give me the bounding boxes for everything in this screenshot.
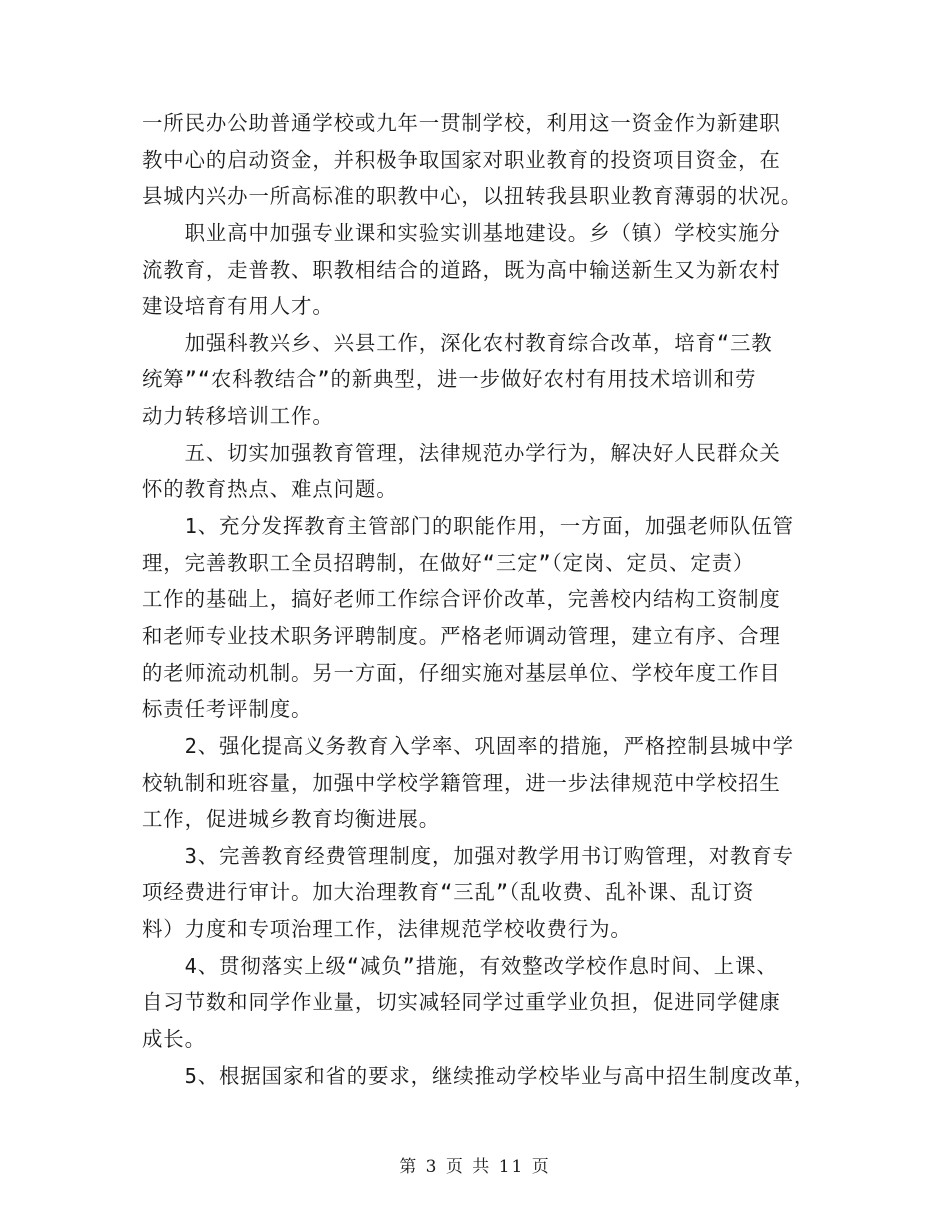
text-line: 1、充分发挥教育主管部门的职能作用，一方面，加强老师队伍管 (142, 514, 794, 539)
text-line: 自习节数和同学作业量，切实减轻同学过重学业负担，促进同学健康 (142, 990, 781, 1015)
text-line: 标责任考评制度。 (142, 697, 313, 722)
text-line: 和老师专业技术职务评聘制度。严格老师调动管理，建立有序、合理 (142, 623, 781, 648)
text-line: 教中心的启动资金，并积极争取国家对职业教育的投资项目资金，在 (142, 147, 781, 172)
text-line: 工作，促进城乡教育均衡进展。 (142, 807, 441, 832)
page-footer (0, 1152, 950, 1177)
text-line: 动力转移培训工作。 (142, 404, 334, 429)
text-line: 4、贯彻落实上级“减负”措施，有效整改学校作息时间、上课、 (142, 953, 778, 978)
text-line: 的老师流动机制。另一方面，仔细实施对基层单位、学校年度工作目 (142, 660, 781, 685)
text-line: 加强科教兴乡、兴县工作，深化农村教育综合改革，培育“三教 (142, 330, 773, 355)
page-number: 第 3 页 共 11 页 (399, 1157, 551, 1177)
text-line: 成长。 (142, 1027, 206, 1052)
text-line: 理，完善教职工全员招聘制，在做好“三定”（定岗、定员、定责） (142, 550, 755, 575)
text-line: 3、完善教育经费管理制度，加强对教学用书订购管理，对教育专 (142, 843, 794, 868)
text-line: 5、根据国家和省的要求，继续推动学校毕业与高中招生制度改革， (142, 1063, 816, 1088)
body-text (142, 105, 822, 1094)
text-line: 2、强化提高义务教育入学率、巩固率的措施，严格控制县城中学 (142, 733, 794, 758)
text-line: 工作的基础上，搞好老师工作综合评价改革，完善校内结构工资制度 (142, 587, 781, 612)
text-line: 校轨制和班容量，加强中学校学籍管理，进一步法律规范中学校招生 (142, 770, 781, 795)
text-line: 统筹”“农科教结合”的新典型，进一步做好农村有用技术培训和劳 (142, 367, 757, 392)
text-line: 五、切实加强教育管理，法律规范办学行为，解决好人民群众关 (142, 440, 781, 465)
text-line: 一所民办公助普通学校或九年一贯制学校，利用这一资金作为新建职 (142, 111, 781, 135)
text-line: 县城内兴办一所高标准的职教中心，以扭转我县职业教育薄弱的状况。 (142, 184, 803, 209)
text-line: 建设培育有用人才。 (142, 294, 334, 319)
text-line: 流教育，走普教、职教相结合的道路，既为高中输送新生又为新农村 (142, 257, 781, 282)
text-line: 怀的教育热点、难点问题。 (142, 477, 398, 502)
text-line: 职业高中加强专业课和实验实训基地建设。乡（镇）学校实施分 (142, 220, 781, 245)
text-line: 项经费进行审计。加大治理教育“三乱”（乱收费、乱补课、乱订资 (142, 880, 755, 905)
text-line: 料）力度和专项治理工作，法律规范学校收费行为。 (142, 917, 632, 942)
